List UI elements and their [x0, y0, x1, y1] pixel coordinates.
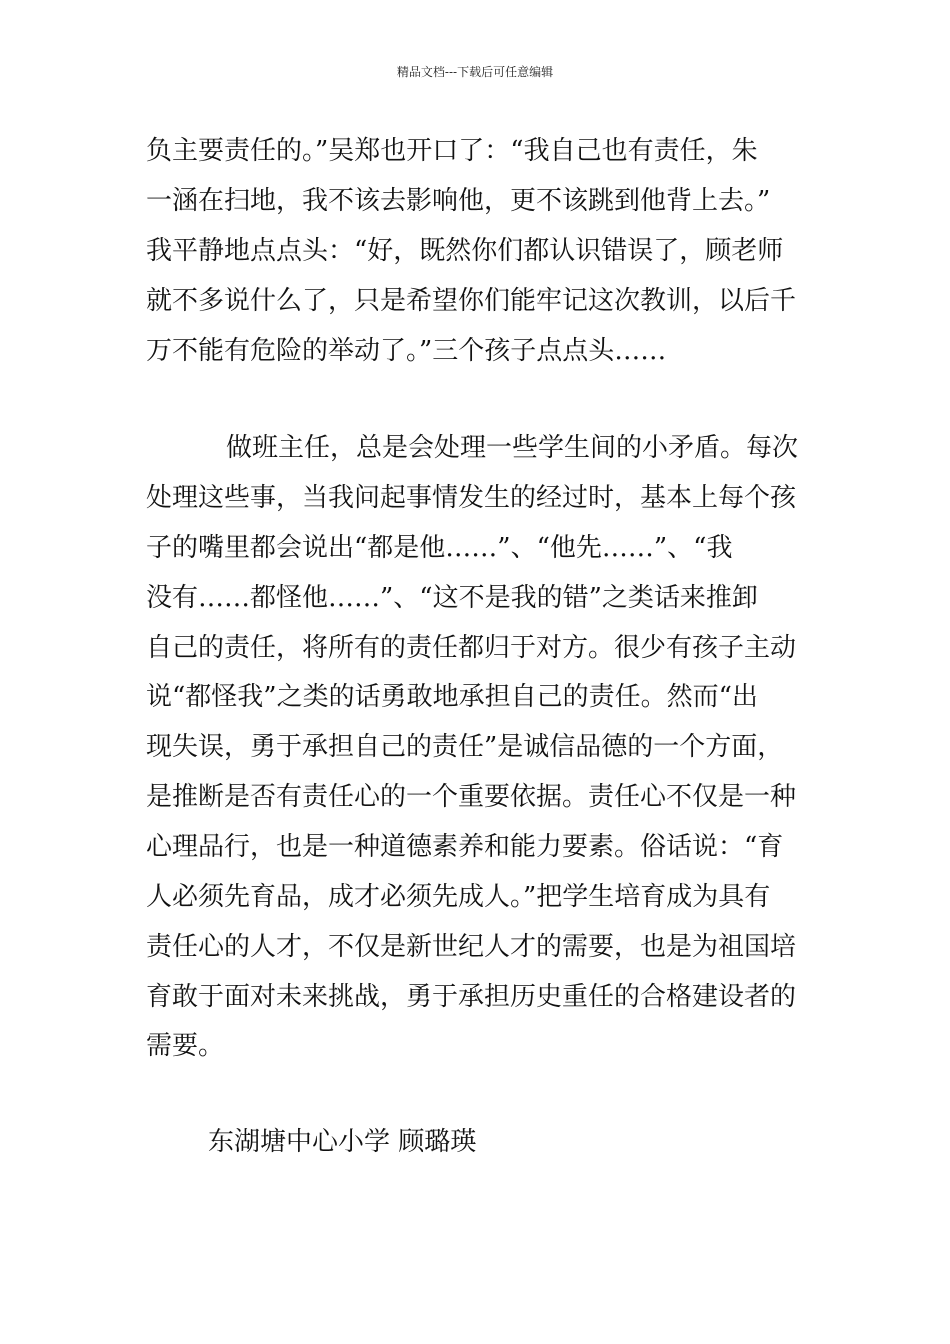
text-line: 没有……都怪他……”、“这不是我的错”之类话来推卸 [146, 583, 758, 613]
text-line: 处理这些事，当我问起事情发生的经过时，基本上每个孩 [146, 483, 797, 513]
text-line: 子的嘴里都会说出“都是他……”、“他先……”、“我 [146, 533, 733, 563]
text-line: 心理品行，也是一种道德素养和能力要素。俗话说：“育 [146, 832, 784, 862]
text-line: 说“都怪我”之类的话勇敢地承担自己的责任。然而“出 [146, 682, 758, 712]
text-line: 负主要责任的。”吴郑也开口了：“我自己也有责任，朱 [146, 136, 758, 166]
text-line: 我平静地点点头：“好，既然你们都认识错误了，顾老师 [146, 236, 784, 266]
text-line: 是推断是否有责任心的一个重要依据。责任心不仅是一种 [146, 782, 797, 812]
text-line: 自己的责任，将所有的责任都归于对方。很少有孩子主动 [146, 633, 797, 663]
text-line: 责任心的人才，不仅是新世纪人才的需要，也是为祖国培 [146, 932, 797, 962]
text-line: 就不多说什么了，只是希望你们能牢记这次教训，以后千 [146, 286, 797, 316]
page-header: 精品文档---下载后可任意编辑 [396, 65, 554, 79]
text-line: 做班主任，总是会处理一些学生间的小矛盾。每次 [226, 433, 799, 463]
text-line: 一涵在扫地，我不该去影响他，更不该跳到他背上去。” [146, 186, 771, 216]
text-line: 人必须先育品，成才必须先成人。”把学生培育成为具有 [146, 882, 771, 912]
text-line: 需要。 [146, 1031, 225, 1061]
text-line: 现失误，勇于承担自己的责任”是诚信品德的一个方面， [146, 732, 784, 762]
text-line: 育敢于面对未来挑战，勇于承担历史重任的合格建设者的 [146, 982, 797, 1012]
text-line: 万不能有危险的举动了。”三个孩子点点头…… [146, 336, 667, 366]
author-signature: 东湖塘中心小学 顾璐瑛 [208, 1127, 477, 1157]
